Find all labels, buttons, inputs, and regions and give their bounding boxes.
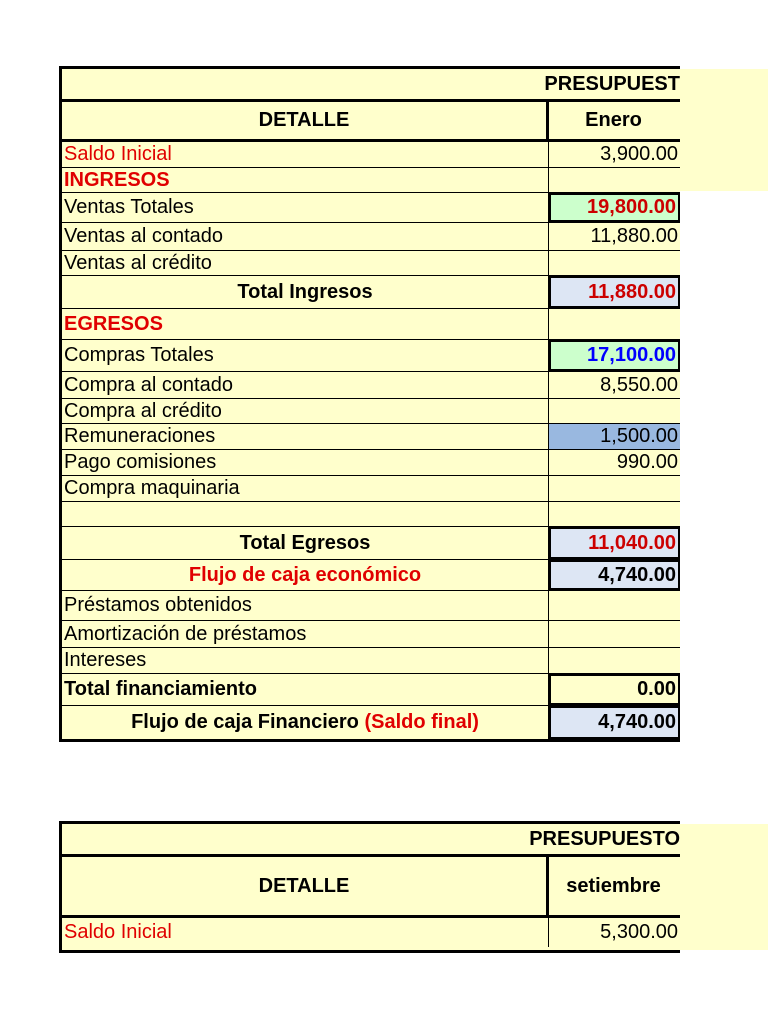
table-title-row — [62, 69, 680, 102]
row-value-prestamos-obtenidos[interactable] — [549, 591, 680, 620]
header-detail[interactable]: DETALLE — [62, 857, 549, 915]
row-label-ventas-contado[interactable]: Ventas al contado — [62, 223, 549, 250]
row-value-total-egresos[interactable]: 11,040.00 — [549, 527, 680, 559]
table-row — [62, 648, 680, 674]
table-row — [62, 706, 680, 739]
budget-table-january — [62, 69, 680, 739]
row-value-saldo-inicial[interactable]: 5,300.00 — [600, 921, 678, 943]
table-title: PRESUPUESTO — [529, 827, 680, 850]
table-row — [62, 276, 680, 309]
row-label-egresos[interactable]: EGRESOS — [62, 309, 549, 339]
row-label-ventas-totales[interactable]: Ventas Totales — [62, 193, 549, 222]
table-row — [62, 476, 680, 502]
table-title: PRESUPUEST — [544, 72, 680, 95]
table-row — [62, 223, 680, 251]
row-label-compras-totales[interactable]: Compras Totales — [62, 340, 549, 371]
flujo-financiero-label: Flujo de caja Financiero — [131, 711, 359, 733]
row-label-compra-credito[interactable]: Compra al crédito — [62, 399, 549, 423]
table-row — [62, 918, 680, 947]
row-value-total-financiamiento[interactable]: 0.00 — [549, 674, 680, 705]
table-row — [62, 527, 680, 560]
row-label-prestamos-obtenidos[interactable]: Préstamos obtenidos — [62, 591, 549, 620]
row-label-pago-comisiones[interactable]: Pago comisiones — [62, 450, 549, 475]
row-value-ingresos[interactable] — [549, 168, 680, 192]
row-label-empty[interactable] — [62, 502, 549, 526]
row-value-compra-maquinaria[interactable] — [549, 476, 680, 501]
row-value-intereses[interactable] — [549, 648, 680, 673]
row-label-total-financiamiento[interactable]: Total financiamiento — [62, 674, 549, 705]
row-value-empty[interactable] — [549, 502, 680, 526]
row-label-total-ingresos[interactable]: Total Ingresos — [62, 276, 549, 308]
row-value-compras-totales[interactable]: 17,100.00 — [549, 340, 680, 371]
row-label-intereses[interactable]: Intereses — [62, 648, 549, 673]
row-value-pago-comisiones[interactable]: 990.00 — [616, 451, 678, 473]
header-month[interactable]: Enero — [585, 109, 642, 131]
table-header-row — [62, 857, 680, 918]
table-row — [62, 424, 680, 450]
row-label-saldo-inicial[interactable]: Saldo Inicial — [62, 918, 549, 947]
table-header-row — [62, 102, 680, 142]
row-label-ingresos[interactable]: INGRESOS — [62, 168, 549, 192]
table-row — [62, 340, 680, 372]
table-title-row — [62, 824, 680, 857]
row-label-amortizacion[interactable]: Amortización de préstamos — [62, 621, 549, 647]
table-row — [62, 251, 680, 276]
row-label-ventas-credito[interactable]: Ventas al crédito — [62, 251, 549, 275]
budget-table-september — [62, 824, 680, 950]
row-value-ventas-totales[interactable]: 19,800.00 — [549, 193, 680, 222]
row-label-total-egresos[interactable]: Total Egresos — [62, 527, 549, 559]
row-value-amortizacion[interactable] — [549, 621, 680, 647]
row-value-compra-contado[interactable]: 8,550.00 — [600, 373, 678, 396]
row-value-total-ingresos[interactable]: 11,880.00 — [549, 276, 680, 308]
header-detail[interactable]: DETALLE — [62, 102, 549, 139]
sheet-background-fill — [680, 824, 768, 950]
table-row — [62, 502, 680, 527]
row-value-flujo-financiero[interactable]: 4,740.00 — [549, 706, 680, 739]
table-row — [62, 674, 680, 706]
header-month[interactable]: setiembre — [566, 874, 661, 897]
row-value-flujo-economico[interactable]: 4,740.00 — [549, 560, 680, 590]
row-value-compra-credito[interactable] — [549, 399, 680, 423]
row-value-ventas-contado[interactable]: 11,880.00 — [590, 225, 678, 247]
table-row — [62, 142, 680, 168]
table-row — [62, 168, 680, 193]
row-label-flujo-economico[interactable]: Flujo de caja económico — [62, 560, 549, 590]
row-label-compra-contado[interactable]: Compra al contado — [62, 372, 549, 398]
table-row — [62, 621, 680, 648]
row-value-egresos[interactable] — [549, 309, 680, 339]
table-row — [62, 560, 680, 591]
saldo-final-label: (Saldo final) — [364, 711, 479, 733]
table-row — [62, 309, 680, 340]
row-value-ventas-credito[interactable] — [549, 251, 680, 275]
table-row — [62, 193, 680, 223]
row-value-saldo-inicial[interactable]: 3,900.00 — [600, 143, 678, 165]
sheet-background-fill — [680, 69, 768, 191]
row-label-saldo-inicial[interactable]: Saldo Inicial — [62, 142, 549, 167]
table-row — [62, 372, 680, 399]
row-label-remuneraciones[interactable]: Remuneraciones — [62, 424, 549, 449]
table-row — [62, 591, 680, 621]
row-label-flujo-financiero[interactable] — [62, 706, 549, 739]
row-value-remuneraciones[interactable]: 1,500.00 — [549, 424, 680, 449]
row-label-compra-maquinaria[interactable]: Compra maquinaria — [62, 476, 549, 501]
table-row — [62, 450, 680, 476]
table-row — [62, 399, 680, 424]
